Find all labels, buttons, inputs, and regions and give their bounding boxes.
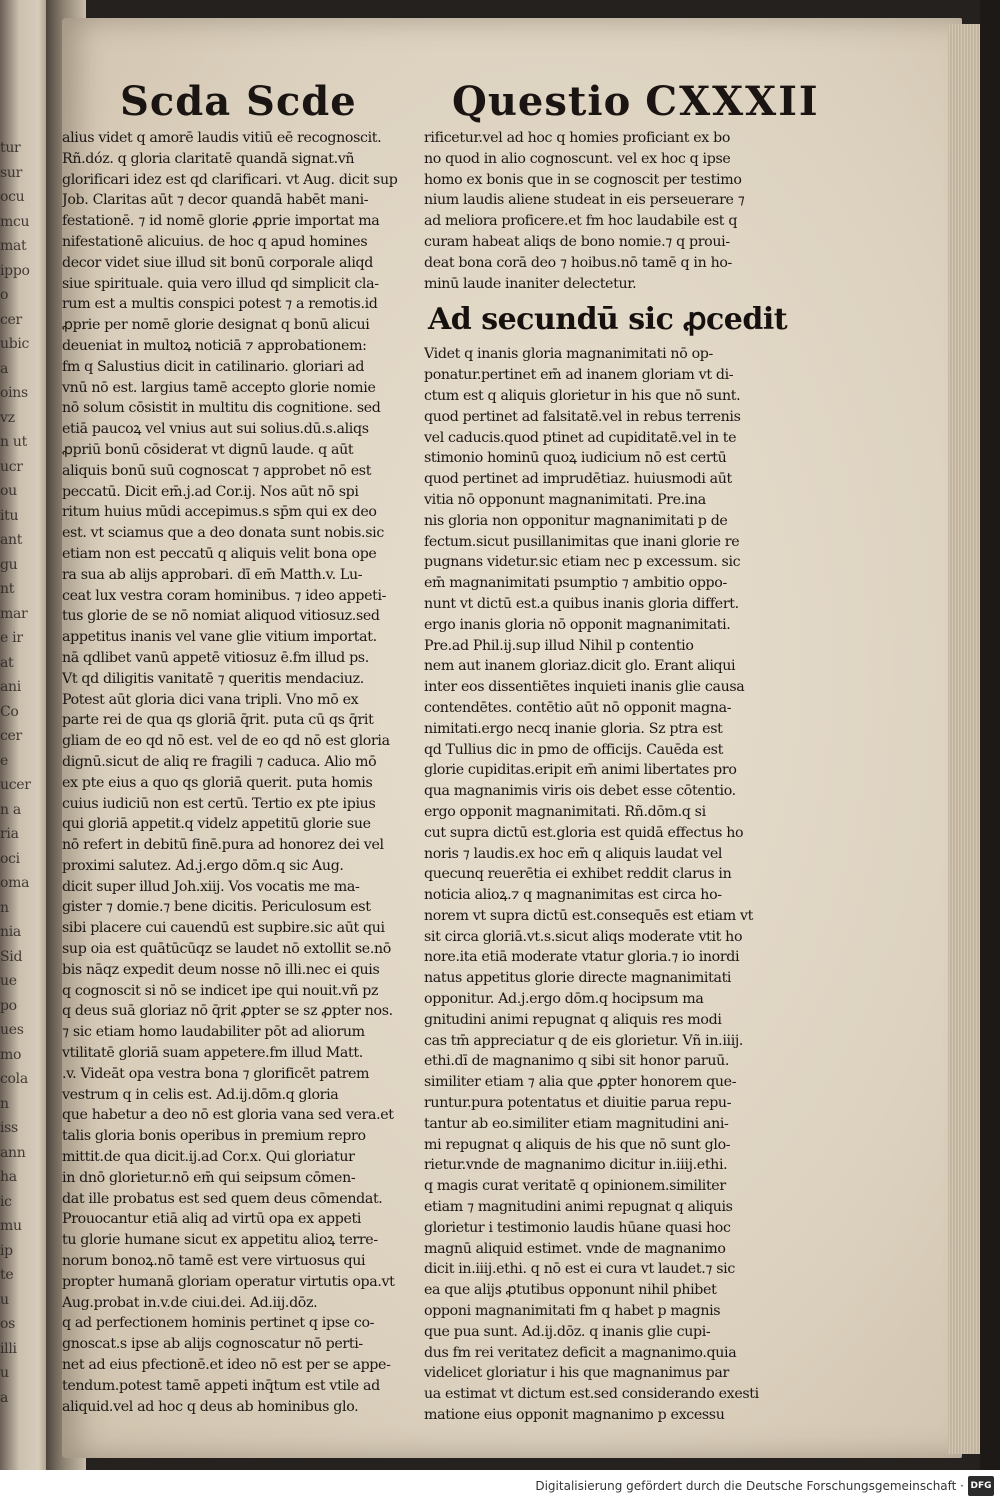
prev-page-fragment: ippo [0, 262, 30, 279]
text-line: mittit.de qua dicit.ij.ad Cor.x. Qui gloriatur [62, 1149, 355, 1166]
text-line: cut supra dictū est.gloria est quidā effectus ho [424, 824, 744, 841]
text-line: vnū nō est. largius tamē accepto glorie nomie [62, 379, 376, 396]
prev-page-fragment: gu [0, 556, 18, 573]
text-line: dicit in.iiij.ethi. q nō est ei cura vt laudet.⁊ sic [424, 1261, 735, 1278]
text-line: festationē. ⁊ id nomē glorie ꝓprie importat ma [62, 213, 380, 230]
prev-page-fragment: vz [0, 409, 15, 426]
text-line: aliquis bonū suū cognoscat ⁊ approbet nō est [62, 462, 372, 479]
text-line: siue spirituale. quia vero illud qd simplicit cla- [62, 275, 379, 292]
text-line: fm q Salustius dicit in catilinario. gloriari ad [62, 358, 365, 375]
prev-page-fragment: oins [0, 385, 28, 401]
text-line: vitia nō opponunt magnanimitati. Pre.ina [424, 491, 706, 508]
text-line: dicit super illud Joh.xiij. Vos vocatis me ma- [62, 878, 360, 895]
prev-page-fragment: ip [0, 1242, 13, 1259]
prev-page-fragment: Sid [0, 948, 23, 965]
running-head-right [452, 78, 820, 125]
prev-page-fragment: n a [0, 801, 21, 818]
text-line: vel caducis.quod ptinet ad cupiditatē.vel in te [424, 429, 737, 446]
text-line: Job. Claritas aūt ⁊ decor quandā habēt mani- [62, 192, 369, 209]
text-line: opponi magnanimitati fm q habet p magnis [424, 1303, 721, 1320]
text-line: dat ille probatus est sed quem deus cōmendat. [62, 1190, 383, 1207]
text-line: mi repugnat q aliquis de his que nō sunt glo- [424, 1136, 731, 1153]
text-line: Aug.probat in.v.de ciui.dei. Ad.iij.dōz. [62, 1294, 318, 1311]
text-line: etiam non est peccatū q aliquis velit bona ope [62, 545, 377, 562]
text-line: glorificari idez est qd clarificari. vt Aug. dicit sup [62, 171, 398, 188]
page-edge-stack [948, 24, 984, 1454]
text-line: gnitudini animi repugnat q aliquis res modi [424, 1011, 722, 1028]
prev-page-fragment: itu [0, 507, 19, 524]
text-line: etiam ⁊ magnitudini animi repugnat q aliquis [424, 1199, 733, 1216]
text-line: que habetur a deo nō est gloria vana sed vera.et [62, 1107, 394, 1124]
text-line: natus appetitus glorie directe magnanimitati [424, 970, 732, 987]
text-line: ex pte eius a quo qs gloriā querit. puta homis [62, 774, 373, 791]
prev-page-fragment: e [0, 752, 8, 769]
text-line: curam habeat aliqs de bono nomie.⁊ q proui- [424, 233, 730, 250]
prev-page-fragment: a [0, 360, 9, 377]
text-line: propter humanā gloriam operatur virtutis opa.vt [62, 1273, 395, 1290]
text-line: appetitus inanis vel vane glie vitium importat. [62, 629, 377, 646]
text-line: Prouocantur etiā aliq ad virtū opa ex appeti [62, 1211, 362, 1228]
prev-page-fragment: ue [0, 973, 17, 989]
text-line: gliam de eo qd nō est. vel de eo qd nō est gloria [62, 733, 390, 750]
text-line: contendētes. contētio aūt nō opponit magna- [424, 699, 732, 716]
left-column [62, 128, 407, 1417]
prev-page-fragment: n ut [0, 434, 27, 450]
text-line: tu glorie humane sicut ex appetitu alioꝝ terre- [62, 1232, 378, 1249]
text-line: videlicet gloriatur i his que magnanimus par [424, 1365, 729, 1382]
right-column-bottom [424, 344, 790, 1425]
prev-page-fragment: e ir [0, 630, 23, 646]
prev-page-fragment: ubic [0, 336, 30, 352]
text-line: ergo inanis gloria nō opponit magnanimitati. [424, 616, 731, 633]
text-line: tus glorie de se nō nomiat aliquod vitiosuz.sed [62, 608, 380, 625]
text-line: glorietur i testimonio laudis hūane quasi hoc [424, 1219, 731, 1236]
text-line: homo ex bonis que in se cognoscit per testimo [424, 171, 742, 188]
text-line: noris ⁊ laudis.ex hoc em̄ q aliquis laudat vel [424, 845, 723, 862]
text-line: quod pertinet ad imprudētiaz. huiusmodi aūt [424, 471, 732, 488]
text-line: magnū aliquid estimet. vnde de magnanimo [424, 1240, 726, 1257]
article-heading: Ad secundū sic ꝓcedit [428, 302, 788, 338]
text-line: bis nāqz expedit deum nosse nō illi.nec ei quis [62, 961, 380, 978]
text-line: ra sua ab alijs approbari. dī em̄ Matth.v. Lu- [62, 566, 363, 583]
text-line: qd Tullius dic in pmo de officijs. Cauēda est [424, 741, 723, 758]
text-line: tantur ab eo.similiter etiam magnitudini ani- [424, 1115, 729, 1132]
text-line: ad meliora proficere.et fm hoc laudabile est q [424, 213, 738, 230]
footer [0, 1470, 1000, 1503]
prev-page-fragment: ann [0, 1144, 26, 1161]
text-line: nā qdlibet vanū appetē vitiosuz ē.fm illud ps. [62, 649, 369, 666]
prev-page-fragment: mo [0, 1046, 22, 1063]
prev-page-fragment: u [0, 1291, 9, 1308]
prev-page-fragment: illi [0, 1340, 17, 1357]
text-line: Vt qd diligitis vanitatē ⁊ queritis mendaciuz. [62, 670, 364, 687]
text-line: gnoscat.s ipse ab alijs cognoscatur nō perti- [62, 1336, 363, 1353]
prev-page-fragment: oci [0, 850, 20, 867]
prev-page-fragment: nia [0, 924, 21, 940]
right-column [424, 128, 790, 1426]
prev-page-fragment: ant [0, 532, 23, 548]
prev-page-fragment: ucer [0, 777, 31, 793]
text-line: Pre.ad Phil.ij.sup illud Nihil p contentio [424, 637, 694, 654]
prev-page-fragment: n [0, 899, 9, 916]
funding-credit: Digitalisierung gefördert durch die Deutsche Forschungsgemeinschaft · [535, 1479, 964, 1493]
text-line: vtilitatē gloriā suam appetere.fm illud Matt. [62, 1045, 363, 1062]
text-line: fectum.sicut pusillanimitas que inani glorie re [424, 533, 740, 550]
prev-page-fragment: sur [0, 164, 22, 181]
text-line: q deus suā gloriaz nō q̄rit ꝓpter se sz ꝓpter nos. [62, 1003, 393, 1020]
text-line: aliquid.vel ad hoc q deus ab hominibus glo. [62, 1398, 359, 1415]
text-line: rificetur.vel ad hoc q homies proficiant ex bo [424, 130, 731, 146]
text-line: ponatur.pertinet em̄ ad inanem gloriam vt di- [424, 367, 734, 384]
running-head-left: Scda Scde [120, 78, 357, 125]
text-line: nem aut inanem gloriaz.dicit glo. Erant aliqui [424, 658, 736, 675]
prev-page-fragment: ha [0, 1169, 17, 1185]
text-line: stimonio hominū quoꝝ iudicium nō est certū [424, 450, 727, 467]
text-line: ergo opponit magnanimitati. Rñ.dōm.q si [424, 803, 706, 820]
text-line: deueniat in multoꝝ noticiā ⁊ approbationem: [62, 337, 367, 354]
text-line: que pua sunt. Ad.ij.dōz. q inanis glie cupi- [424, 1323, 711, 1340]
prev-page-fragment: at [0, 654, 14, 671]
text-line: peccatū. Dicit em̄.j.ad Cor.ij. Nos aūt nō spi [62, 483, 359, 500]
prev-page-fragment: cola [0, 1071, 28, 1087]
text-line: no quod in alio cognoscunt. vel ex hoc q ipse [424, 150, 731, 167]
text-line: dignū.sicut de aliq re fragili ⁊ caduca. Alio mō [62, 753, 377, 770]
previous-page-edge [0, 0, 48, 1470]
questio-label: Questio [452, 78, 632, 125]
prev-page-fragment: po [0, 997, 17, 1014]
prev-page-fragment: a [0, 1389, 9, 1406]
text-line: ⁊ sic etiam homo laudabiliter pōt ad aliorum [62, 1024, 365, 1041]
prev-page-fragment: mcu [0, 213, 30, 230]
scan-border [980, 0, 1000, 1470]
text-line: nimitati.ergo necq inanie gloria. Sz ptra est [424, 720, 723, 737]
text-line: quod pertinet ad falsitatē.vel in rebus terrenis [424, 408, 741, 425]
prev-page-fragment: ues [0, 1022, 24, 1038]
text-line: vestrum q in celis est. Ad.ij.dōm.q gloria [62, 1086, 339, 1103]
text-line: ea que alijs ꝓtutibus opponunt nihil phibet [424, 1282, 717, 1299]
text-line: ritum huius mūdi accepimus.s sp̄m qui ex deo [62, 504, 377, 521]
text-line: norem vt supra dictū est.consequēs est etiam vt [424, 907, 754, 924]
text-line: est. vt sciamus que a deo donata sunt nobis.sic [62, 525, 384, 542]
text-line: nium laudis aliene studeat in eis perseuerare ⁊ [424, 192, 745, 209]
prev-page-fragment: te [0, 1267, 14, 1283]
text-line: ꝓprie per nomē glorie designat q bonū alicui [62, 317, 370, 334]
text-line: rum est a multis conspici potest ⁊ a remotis.id [62, 296, 378, 313]
text-line: Rñ.dóz. q gloria claritatē quandā signat.vñ [62, 150, 355, 167]
text-line: .v. Videāt opa vestra bona ⁊ glorificēt patrem [62, 1065, 370, 1082]
text-line: nō refert in debitū finē.pura ad honorez dei vel [62, 837, 384, 854]
text-line: em̄ magnanimitati psumptio ⁊ ambitio oppo- [424, 575, 727, 592]
text-line: ctum est q aliquis glorietur in his que nō sunt. [424, 387, 741, 404]
text-line: rietur.vnde de magnanimo dicitur in.iiij.ethi. [424, 1157, 728, 1174]
prev-page-fragment: tur [0, 140, 21, 156]
text-line: qui gloriā appetit.q videlz appetitū glorie sue [62, 816, 371, 833]
prev-page-fragment: ria [0, 826, 19, 842]
text-line: Potest aūt gloria dici vana tripli. Vno mō ex [62, 691, 359, 708]
prev-page-fragment: oma [0, 875, 30, 891]
text-line: parte rei de qua qs gloriā q̄rit. puta cū qs q̄rit [62, 712, 374, 729]
text-line: matione eius opponit magnanimo p excessu [424, 1407, 725, 1424]
prev-page-fragment: ani [0, 679, 21, 695]
text-line: Videt q inanis gloria magnanimitati nō op- [424, 346, 713, 363]
text-line: etiā paucoꝝ vel vnius aut sui solius.dū.s.aliqs [62, 421, 369, 438]
text-line: nis gloria non opponitur magnanimitati p de [424, 512, 728, 529]
prev-page-fragment: ucr [0, 458, 23, 475]
text-line: similiter etiam ⁊ alia que ꝓpter honorem que- [424, 1074, 737, 1091]
text-line: in dnō glorietur.nō em̄ qui seipsum cōmen- [62, 1169, 356, 1186]
prev-page-fragment: ocu [0, 189, 25, 205]
text-line: talis gloria bonis operibus in premium repro [62, 1128, 366, 1145]
text-line: alius videt q amorē laudis vitiū eē recognoscit. [62, 130, 382, 146]
prev-page-fragment: ou [0, 483, 17, 499]
prev-page-fragment: nt [0, 581, 15, 597]
text-line: noticia alioꝝ.⁊ q magnanimitas est circa ho- [424, 887, 722, 904]
text-line: pugnans videtur.sic etiam nec p excessum. sic [424, 554, 741, 571]
right-column-top [424, 128, 790, 294]
text-line: sibi placere cui cauendū est supbire.sic aūt qui [62, 920, 385, 937]
text-line: cuius iudiciū non est certū. Tertio ex pte ipius [62, 795, 376, 812]
folio-number: CXXXII [645, 78, 820, 125]
text-line: proximi salutez. Ad.j.ergo dōm.q sic Aug. [62, 857, 344, 874]
text-line: qua magnanimis viris ois debet esse cōtentio. [424, 783, 736, 800]
prev-page-fragment: iss [0, 1120, 18, 1136]
text-line: deat bona corā deo ⁊ hoibus.nō tamē q in ho- [424, 254, 732, 271]
prev-page-fragment: os [0, 1316, 16, 1332]
text-line: decor videt siue illud sit bonū corporale aliqd [62, 254, 373, 271]
prev-page-fragment: o [0, 287, 9, 303]
prev-page-fragment: mat [0, 238, 27, 254]
text-line: nore.ita etiā moderate vtatur gloria.⁊ io inordi [424, 949, 740, 966]
text-line: glorie cupiditas.eripit em̄ animi libertates pro [424, 762, 737, 779]
text-line: nifestationē alicuius. de hoc q apud homines [62, 233, 368, 250]
prev-page-fragment: ic [0, 1193, 12, 1210]
text-line: ethi.dī de magnanimo q sibi sit honor paruū. [424, 1053, 730, 1070]
text-line: nō solum cōsistit in multitu dis cognitione. sed [62, 400, 381, 417]
prev-page-fragment: cer [0, 311, 22, 328]
prev-page-fragment: mu [0, 1218, 22, 1234]
text-line: q magis curat veritatē q opinionem.similiter [424, 1178, 726, 1195]
prev-page-fragment: n [0, 1095, 9, 1112]
text-line: nunt vt dictū est.a quibus inanis gloria differt. [424, 595, 739, 612]
text-line: ꝓpriū bonū cōsiderat vt dignū laude. q aūt [62, 441, 354, 458]
text-line: runtur.pura potentatus et diuitie parua repu- [424, 1095, 732, 1112]
dfg-logo: DFG [968, 1476, 994, 1496]
prev-page-fragment: u [0, 1365, 9, 1381]
text-line: gister ⁊ domie.⁊ bene dicitis. Periculosum est [62, 899, 371, 916]
text-line: dus fm rei veritatez deficit a magnanimo.quia [424, 1344, 737, 1361]
text-line: q ad perfectionem hominis pertinet q ipse co- [62, 1315, 375, 1332]
text-line: cas tm̄ appreciatur q de eis glorietur. Vñ in.iiij. [424, 1032, 744, 1049]
text-line: minū laude inaniter delectetur. [424, 275, 637, 292]
text-line: ua estimat vt dictum est.sed considerando exesti [424, 1386, 759, 1403]
text-line: inter eos dissentiētes inquieti inanis glie causa [424, 679, 745, 696]
text-line: q cognoscit si nō se indicet ipe qui nouit.vñ pz [62, 982, 379, 999]
prev-page-fragment: mar [0, 605, 28, 622]
prev-page-fragment: Co [0, 703, 19, 720]
text-line: sit circa gloriā.vt.s.sicut aliqs moderate vtit ho [424, 928, 743, 945]
text-line: opponitur. Ad.j.ergo dōm.q hocipsum ma [424, 991, 704, 1008]
text-line: ceat lux vestra coram hominibus. ⁊ ideo appeti- [62, 587, 387, 604]
text-line: quecunq reuerētia ei exhibet reddit clarus in [424, 866, 732, 883]
text-line: tendum.potest tamē appeti inq̄tum est vtile ad [62, 1377, 380, 1394]
text-line: norum bonoꝝ.nō tamē est vere virtuosus qui [62, 1253, 366, 1270]
text-line: sup oia est quātūcūqz se laudet nō extollit se.nō [62, 941, 391, 958]
text-line: net ad eius pfectionē.et ideo nō est per se appe- [62, 1357, 391, 1374]
prev-page-fragment: cer [0, 728, 22, 744]
